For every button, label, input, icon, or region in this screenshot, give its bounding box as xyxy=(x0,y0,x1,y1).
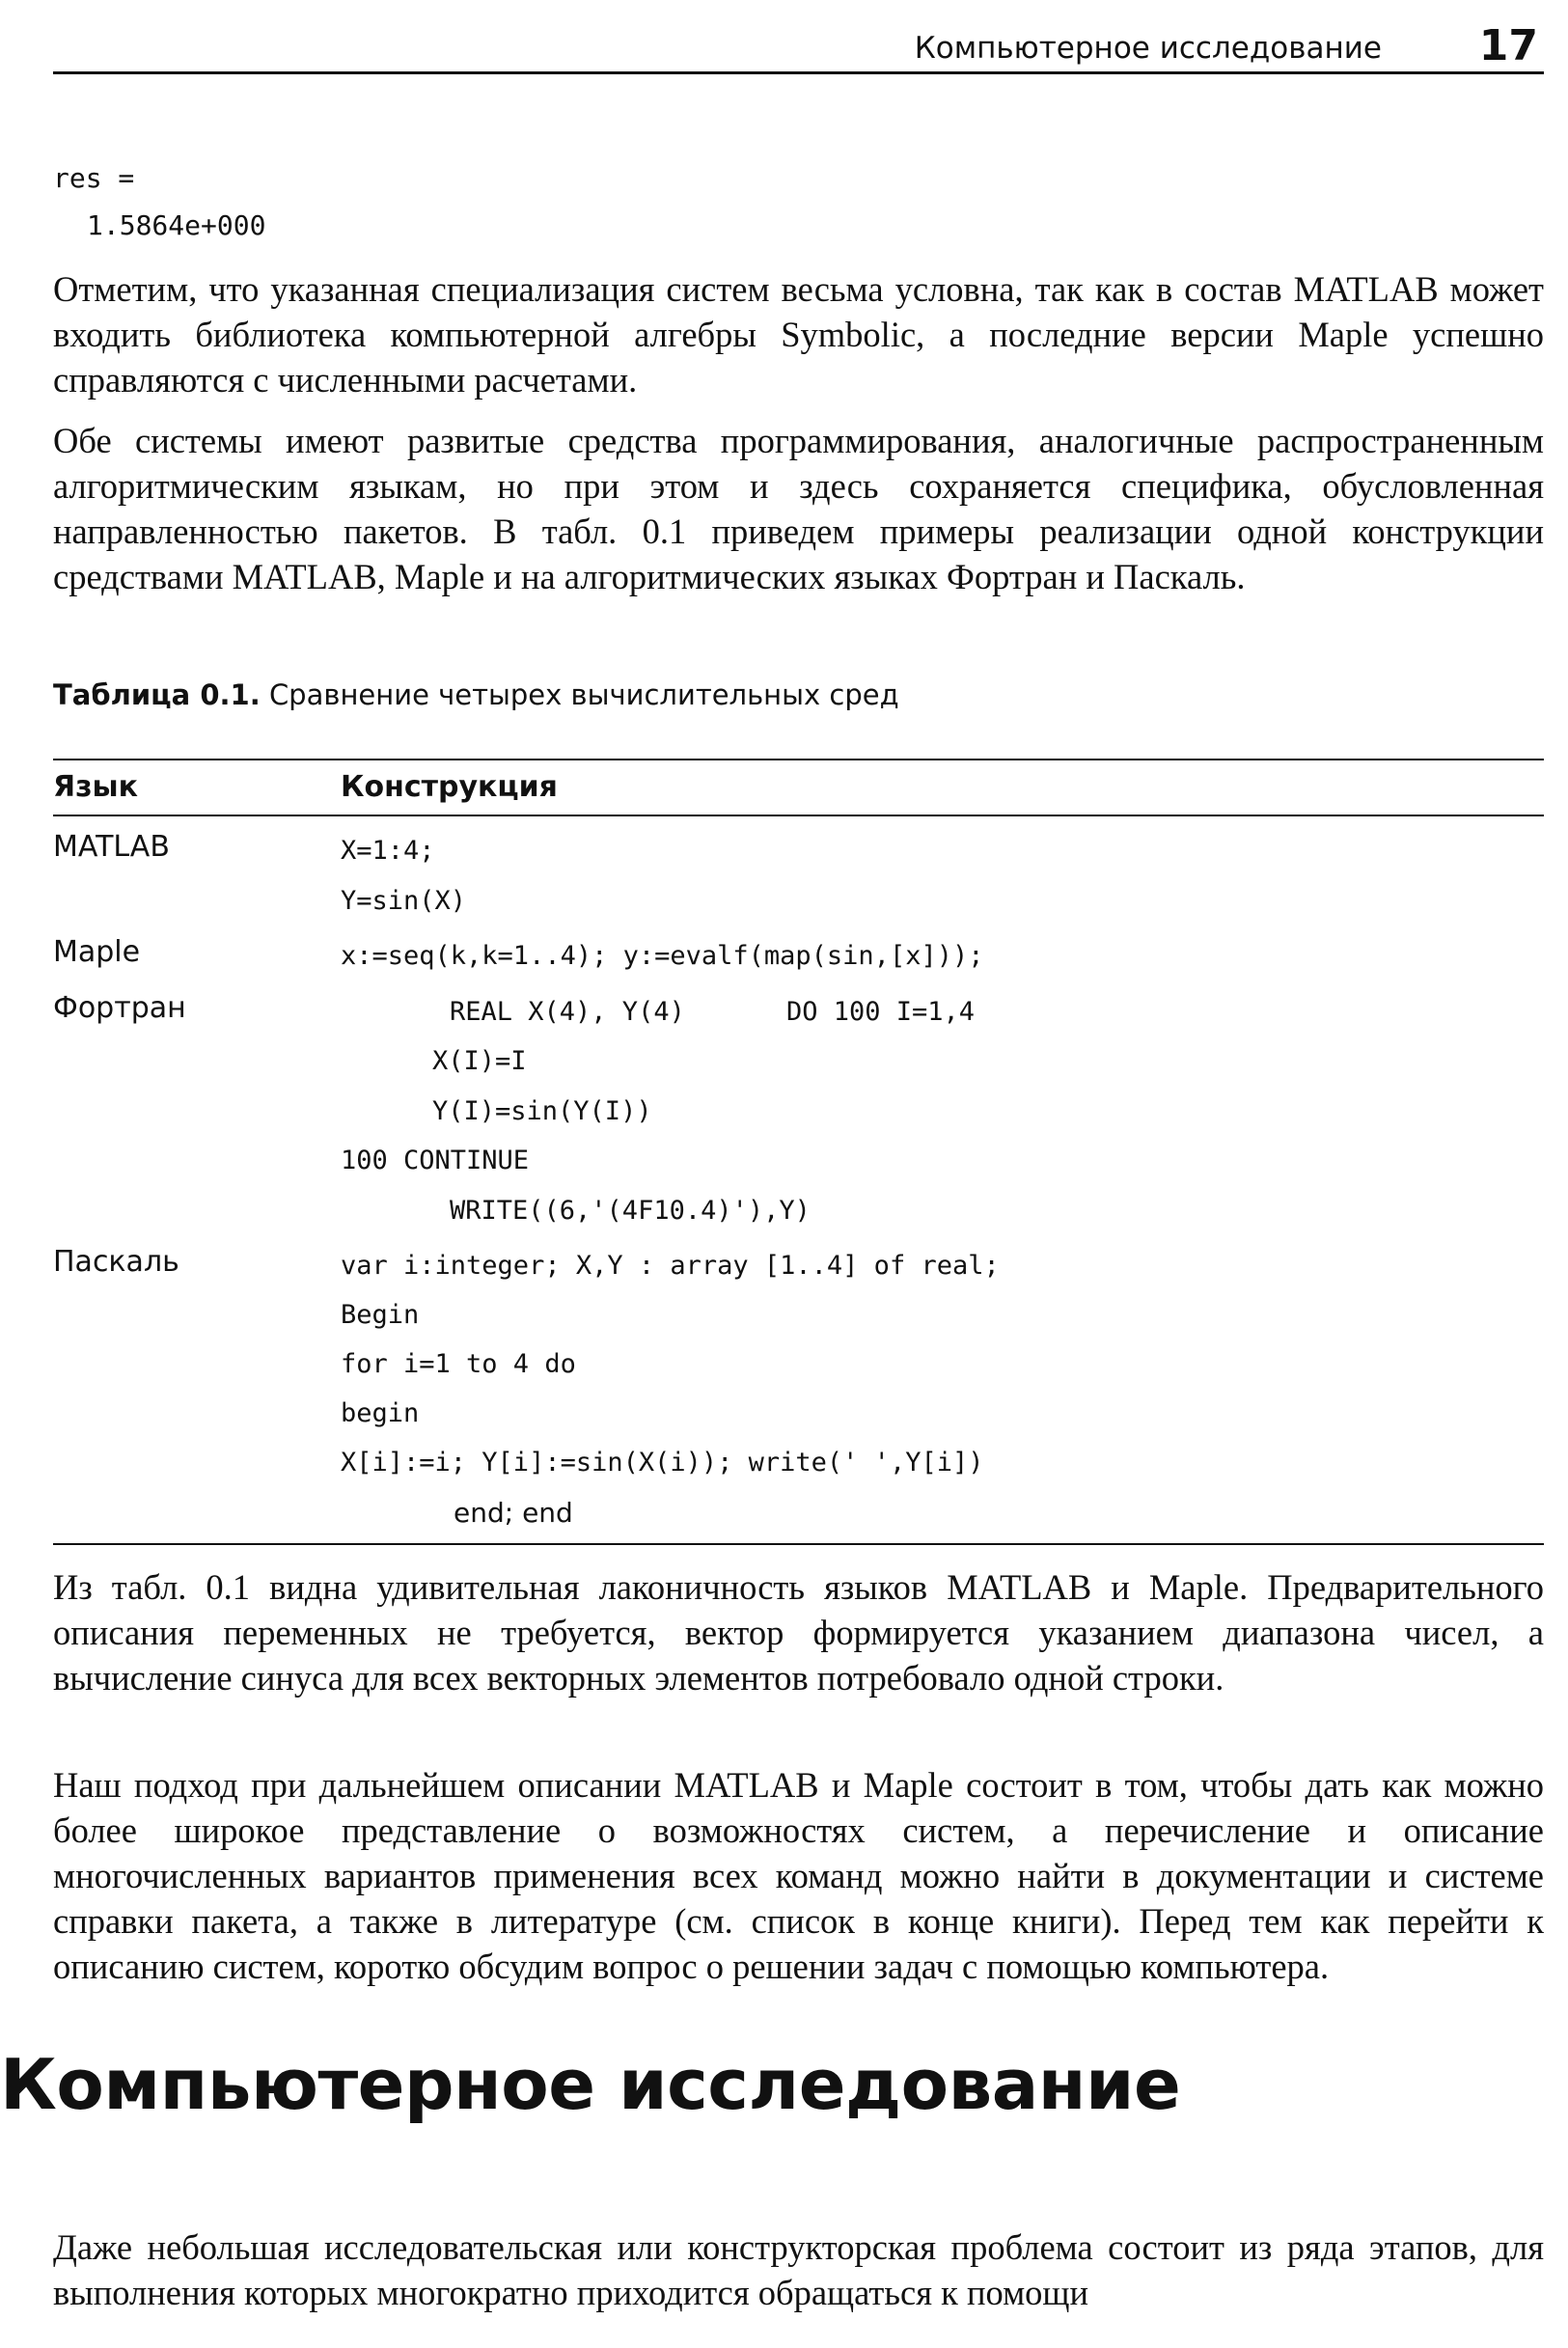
paragraph-intro: Даже небольшая исследовательская или конструкторская проблема состоит из ряда этапов, для выполнения которых многократно приходится обращаться к помощи xyxy=(53,2227,1544,2312)
table-caption-text: Сравнение четырех вычислительных сред xyxy=(268,678,899,711)
output-line-res: res = xyxy=(53,162,135,194)
table-row-maple-lang: Maple xyxy=(53,935,141,969)
table-row-pascal-code-2: Begin xyxy=(341,1300,420,1330)
table-row-pascal-code-4: begin xyxy=(341,1398,420,1428)
paragraph-laconism: Из табл. 0.1 видна удивительная лаконичность языков MATLAB и Maple. Предварительного описания переменных не требуется, вектор формируется указанием диапазона чисел, а вычисление синуса для всех векторных элементов потребовало одной строки. xyxy=(53,1567,1544,1698)
table-row-fortran-code-1a: REAL X(4), Y(4) xyxy=(450,997,685,1027)
table-row-matlab-lang: MATLAB xyxy=(53,830,170,864)
paragraph-specialization: Отметим, что указанная специализация систем весьма условна, так как в состав MATLAB может входить библиотека компьютерной алгебры Symbolic, а последние версии Maple успешно справляются с численными расчетами. xyxy=(53,269,1544,400)
paragraph-approach: Наш подход при дальнейшем описании MATLAB и Maple состоит в том, чтобы дать как можно более широкое представление о возможностях систем, а перечисление и описание многочисленных вариантов применения всех команд можно найти в документации и системе справки пакета, а также в литературе (см. список в конце книги). Перед тем как перейти к описанию систем, коротко обсудим вопрос о решении задач с помощью компьютера. xyxy=(53,1765,1544,1986)
table-row-fortran-lang: Фортран xyxy=(53,991,186,1025)
section-heading: Компьютерное исследование xyxy=(0,2044,1181,2125)
table-row-maple-code-1: x:=seq(k,k=1..4); y:=evalf(map(sin,[x])); xyxy=(341,941,984,971)
table-row-fortran-code-1b: DO 100 I=1,4 xyxy=(786,997,976,1027)
table-header-rule xyxy=(53,815,1544,816)
table-row-matlab-code-1: X=1:4; xyxy=(341,836,435,866)
page-number: 17 xyxy=(1478,21,1538,70)
table-bottom-rule xyxy=(53,1543,1544,1545)
table-caption-label: Таблица 0.1. xyxy=(53,678,261,711)
table-top-rule xyxy=(53,759,1544,760)
paragraph-programming: Обе системы имеют развитые средства программирования, аналогичные распространенным алгоритмическим языкам, но при этом и здесь сохраняется специфика, обусловленная направленностью пакетов. В табл. 0.1 приведем примеры реализации одной конструкции средствами MATLAB, Maple и на алгоритмических языках Фортран и Паскаль. xyxy=(53,421,1544,596)
table-row-fortran-code-4: 100 CONTINUE xyxy=(341,1146,530,1175)
table-row-pascal-code-6: end; end xyxy=(454,1497,573,1529)
table-row-fortran-code-3: Y(I)=sin(Y(I)) xyxy=(432,1096,652,1126)
table-row-pascal-lang: Паскаль xyxy=(53,1245,179,1279)
table-row-pascal-code-3: for i=1 to 4 do xyxy=(341,1349,576,1379)
table-caption xyxy=(53,678,899,711)
table-header-language: Язык xyxy=(53,770,139,804)
table-row-pascal-code-5: X[i]:=i; Y[i]:=sin(X(i)); write(' ',Y[i]) xyxy=(341,1448,984,1478)
running-header-title: Компьютерное исследование xyxy=(914,31,1382,66)
table-header-construct: Конструкция xyxy=(341,770,558,804)
running-header xyxy=(53,21,1544,74)
table-row-matlab-code-2: Y=sin(X) xyxy=(341,886,467,916)
table-row-fortran-code-5: WRITE((6,'(4F10.4)'),Y) xyxy=(450,1196,811,1226)
table-row-fortran-code-2: X(I)=I xyxy=(432,1046,527,1076)
table-row-pascal-code-1: var i:integer; X,Y : array [1..4] of real; xyxy=(341,1251,1000,1281)
output-line-value: 1.5864e+000 xyxy=(87,209,266,241)
